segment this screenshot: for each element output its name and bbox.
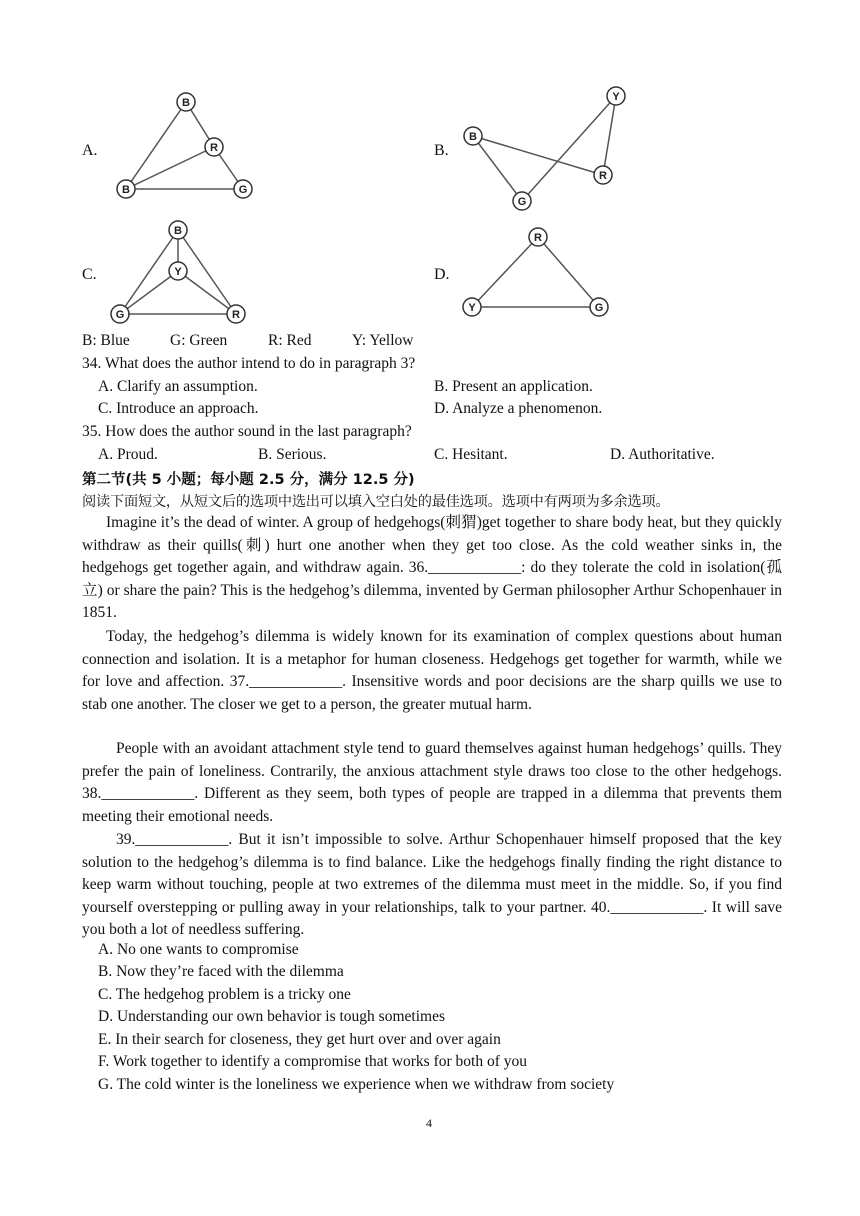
page-number: 4 [426, 1116, 432, 1130]
question-34-option-b: B. Present an application. [434, 378, 593, 395]
node-letter: G [517, 196, 527, 208]
option-c: C. The hedgehog problem is a tricky one [98, 986, 351, 1003]
graph-a-diagram [110, 88, 260, 212]
node-letter: B [122, 184, 130, 196]
passage-paragraph-2: Today, the hedgehog’s dilemma is widely known for its examination of complex questions about human connection and isolation. It is a metaphor for human closeness. Hedgehogs get together for warmth, while we for love and affection. 37.____________. Insensitive words and poor decisions are the sharp quills we use to stab one another. The closer we get to a person, the greater mutual harm. [82, 628, 782, 713]
question-34-option-d: D. Analyze a phenomenon. [434, 400, 603, 417]
question-35-option-b: B. Serious. [258, 446, 327, 463]
option-f: F. Work together to identify a compromise that works for both of you [98, 1053, 527, 1070]
node-letter: B [174, 225, 182, 237]
node-letter: R [599, 170, 607, 182]
question-35-option-c: C. Hesitant. [434, 446, 508, 463]
node-letter: Y [468, 302, 476, 314]
question-34-option-a: A. Clarify an assumption. [98, 378, 258, 395]
edge [120, 271, 178, 314]
edge [126, 102, 186, 189]
question-35-stem: 35. How does the author sound in the last paragraph? [82, 423, 412, 440]
edge [178, 271, 236, 314]
section-heading: 第二节(共 5 小题；每小题 2.5 分，满分 12.5 分) [82, 472, 415, 488]
edge [472, 237, 538, 307]
edge [126, 147, 214, 189]
legend-blue: B: Blue [82, 332, 130, 349]
passage-paragraph-4: 39.____________. But it isn’t impossible to solve. Arthur Schopenhauer himself proposed that the key solution to the hedgehog’s dilemma is to find balance. Like the hedgehogs finally finding the right distance to keep warm without touching, people at two extremes of the dilemma must meet in the middle. So, if you find yourself overstepping or pulling away in your relationships, talk to your partner. 40.____________. It will save you both a lot of needless suffering. [82, 831, 782, 939]
passage-paragraph-1: Imagine it’s the dead of winter. A group of hedgehogs(刺猬)get together to share body heat, but they quickly withdraw as their quills(刺) hurt one another when they get too close. As the cold weather sinks in, the hedgehogs get together again, and withdraw again. 36.____________: do they tolerate the cold in isolation(孤立) or share the pain? This is the hedgehog’s dilemma, invented by German philosopher Arthur Schopenhauer in 1851. [82, 514, 782, 622]
edge [473, 136, 522, 201]
passage-paragraph-3: People with an avoidant attachment style tend to guard themselves against human hedgehogs’ quills. They prefer the pain of loneliness. Contrarily, the anxious attachment style draws too close to the other hedgehogs. 38.____________. Different as they seem, both types of people are trapped in a dilemma that prevents them meeting their emotional needs. [82, 740, 782, 825]
question-35-option-d: D. Authoritative. [610, 446, 715, 463]
node-letter: G [594, 302, 604, 314]
graph-c-diagram [106, 218, 252, 330]
graph-a-label: A. [82, 142, 98, 159]
legend-yellow: Y: Yellow [352, 332, 414, 349]
node-letter: Y [174, 266, 182, 278]
question-34-stem: 34. What does the author intend to do in paragraph 3? [82, 355, 416, 372]
node-letter: Y [612, 91, 620, 103]
node-letter: G [238, 184, 248, 196]
legend-green: G: Green [170, 332, 228, 349]
graph-d-diagram [458, 225, 618, 323]
edge [473, 136, 603, 175]
edge [522, 96, 616, 201]
option-g: G. The cold winter is the loneliness we experience when we withdraw from society [98, 1076, 615, 1093]
question-35-option-a: A. Proud. [98, 446, 158, 463]
graph-b-diagram [455, 84, 635, 214]
node-letter: B [469, 131, 477, 143]
option-b: B. Now they’re faced with the dilemma [98, 963, 344, 980]
option-e: E. In their search for closeness, they get hurt over and over again [98, 1031, 501, 1048]
graph-d-label: D. [434, 266, 450, 283]
graph-c-label: C. [82, 266, 97, 283]
node-letter: R [534, 232, 542, 244]
question-34-option-c: C. Introduce an approach. [98, 400, 259, 417]
legend-red: R: Red [268, 332, 312, 349]
graph-b-label: B. [434, 142, 449, 159]
edge [538, 237, 599, 307]
node-letter: B [182, 97, 190, 109]
option-a: A. No one wants to compromise [98, 941, 299, 958]
option-d: D. Understanding our own behavior is tough sometimes [98, 1008, 445, 1025]
node-letter: R [210, 142, 218, 154]
node-letter: R [232, 309, 240, 321]
node-letter: G [115, 309, 125, 321]
section-instruction: 阅读下面短文，从短文后的选项中选出可以填入空白处的最佳选项。选项中有两项为多余选项。 [82, 494, 670, 510]
